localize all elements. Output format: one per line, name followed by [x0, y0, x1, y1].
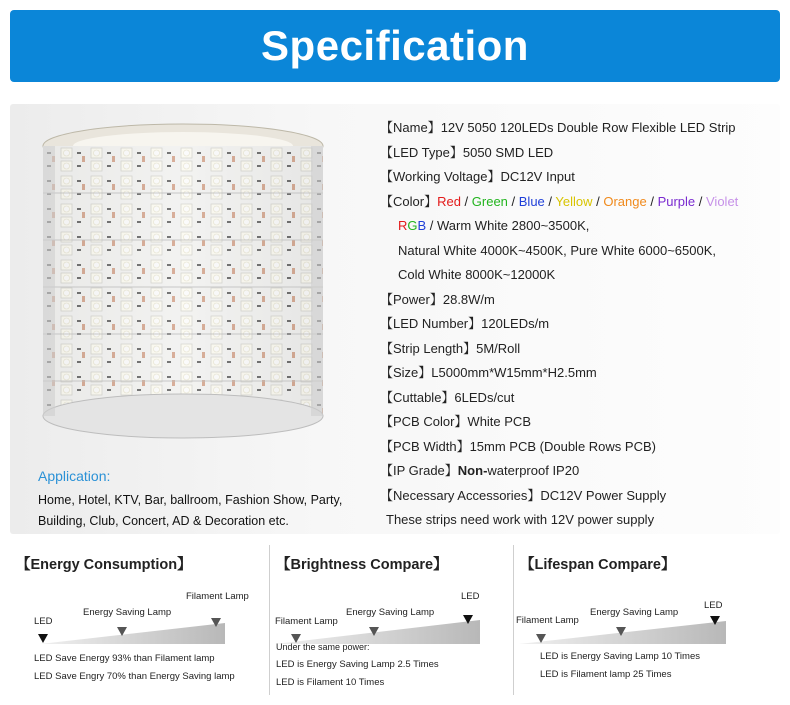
lifespan-saving-label: Energy Saving Lamp	[590, 607, 679, 618]
spec-cuttable	[380, 386, 780, 411]
spec-size	[380, 361, 780, 386]
color-separator: /	[460, 193, 472, 209]
color-separator: /	[592, 193, 604, 209]
energy-filament-label: Filament Lamp	[186, 591, 249, 602]
brightness-saving-label: Energy Saving Lamp	[346, 607, 435, 618]
brightness-line: LED is Filament 10 Times	[276, 677, 385, 688]
spec-power	[380, 288, 780, 313]
energy-title: 【Energy Consumption】	[16, 557, 192, 573]
application-text	[38, 490, 358, 532]
lifespan-card	[514, 545, 780, 695]
brightness-filament-label: Filament Lamp	[275, 616, 338, 627]
spec-label: 【LED Number】	[380, 316, 482, 331]
spec-value: 120LEDs/m	[481, 316, 550, 331]
application-line: Building, Club, Concert, AD & Decoration etc.	[38, 514, 289, 528]
spec-value: waterproof IP20	[487, 463, 580, 478]
color-option: Orange	[603, 193, 647, 209]
spec-value: DC12V Input	[500, 169, 575, 184]
spec-label: 【LED Type】	[380, 144, 463, 160]
spec-value: 28.8W/m	[442, 291, 495, 307]
color-separator: /	[646, 193, 658, 209]
spec-label: 【Working Voltage】	[380, 169, 501, 184]
energy-saving-label: Energy Saving Lamp	[83, 607, 172, 618]
lifespan-title: 【Lifespan Compare】	[520, 557, 676, 573]
rgb-letter: B	[417, 218, 427, 233]
color-option: Yellow	[555, 193, 593, 209]
spec-value: 15mm PCB (Double Rows PCB)	[469, 438, 656, 454]
spec-value: L5000mm*W15mm*H2.5mm	[431, 365, 597, 380]
spec-label: 【Cuttable】	[380, 389, 455, 405]
energy-card	[10, 545, 268, 695]
spec-ip-grade	[380, 459, 780, 484]
lifespan-led-label: LED	[704, 600, 723, 611]
spec-led-number	[380, 312, 780, 337]
color-option: Green	[471, 193, 508, 209]
spec-value: DC12V Power Supply	[540, 487, 667, 503]
application-title: Application:	[38, 468, 111, 484]
spec-label: 【Power】	[380, 291, 443, 307]
spec-led-type	[380, 141, 780, 166]
spec-color	[380, 190, 780, 215]
spec-label: 【Strip Length】	[380, 340, 477, 356]
rgb-letter: R	[398, 218, 408, 233]
spec-value: White PCB	[467, 414, 531, 429]
spec-label: 【Name】	[380, 120, 441, 135]
spec-list	[380, 116, 780, 533]
spec-value-bold: Non-	[457, 463, 488, 478]
application-line: Home, Hotel, KTV, Bar, ballroom, Fashion Show, Party,	[38, 493, 343, 507]
brightness-line: Under the same power:	[276, 642, 370, 652]
spec-accessories	[380, 484, 780, 509]
rgb-letter: G	[407, 218, 418, 233]
led-strip-spool-image	[28, 118, 338, 448]
color-separator: /	[507, 193, 519, 209]
lifespan-filament-label: Filament Lamp	[516, 615, 579, 626]
spec-working-voltage	[380, 165, 780, 190]
spec-label: 【IP Grade】	[380, 463, 458, 478]
energy-line: LED Save Engry 70% than Energy Saving lamp	[34, 671, 235, 682]
spec-color-line2: Natural White 4000K~4500K, Pure White 6000~6500K,	[398, 242, 716, 258]
spec-label: 【Color】	[380, 193, 438, 209]
spec-value: 5050 SMD LED	[462, 144, 554, 160]
color-white-options: / Warm White 2800~3500K,	[426, 218, 590, 233]
page-title: Specification	[261, 22, 529, 69]
spec-strip-length	[380, 337, 780, 362]
color-option: Blue	[518, 193, 545, 209]
spec-value: 12V 5050 120LEDs Double Row Flexible LED Strip	[440, 120, 736, 135]
brightness-title: 【Brightness Compare】	[276, 557, 448, 573]
spec-color-rgb	[380, 214, 780, 239]
spec-color-line3: Cold White 8000K~12000K	[398, 267, 556, 282]
brightness-line: LED is Energy Saving Lamp 2.5 Times	[276, 659, 439, 670]
energy-led-label: LED	[34, 616, 53, 627]
color-options	[437, 194, 738, 209]
spec-value: 5M/Roll	[476, 340, 521, 356]
spec-pcb-color	[380, 410, 780, 435]
lifespan-line: LED is Energy Saving Lamp 10 Times	[540, 651, 700, 662]
color-option: Red	[437, 193, 461, 209]
led-marker-icon	[38, 634, 48, 643]
rgb-option	[398, 218, 426, 233]
color-option: Violet	[706, 193, 739, 209]
lifespan-line: LED is Filament lamp 25 Times	[540, 669, 672, 680]
spec-label: 【Size】	[380, 365, 432, 380]
spec-value: 6LEDs/cut	[454, 389, 515, 405]
spec-label: 【PCB Color】	[380, 414, 468, 429]
color-separator: /	[695, 193, 706, 209]
color-separator: /	[544, 193, 556, 209]
spec-name	[380, 116, 780, 141]
energy-line: LED Save Energy 93% than Filament lamp	[34, 653, 215, 664]
color-option: Purple	[657, 193, 696, 209]
brightness-led-label: LED	[461, 591, 480, 602]
brightness-card	[270, 545, 512, 695]
spec-pcb-width	[380, 435, 780, 460]
spec-note: These strips need work with 12V power supply	[386, 512, 655, 527]
spec-label: 【Necessary Accessories】	[380, 487, 541, 503]
header-banner	[10, 10, 780, 82]
spec-label: 【PCB Width】	[380, 438, 470, 454]
